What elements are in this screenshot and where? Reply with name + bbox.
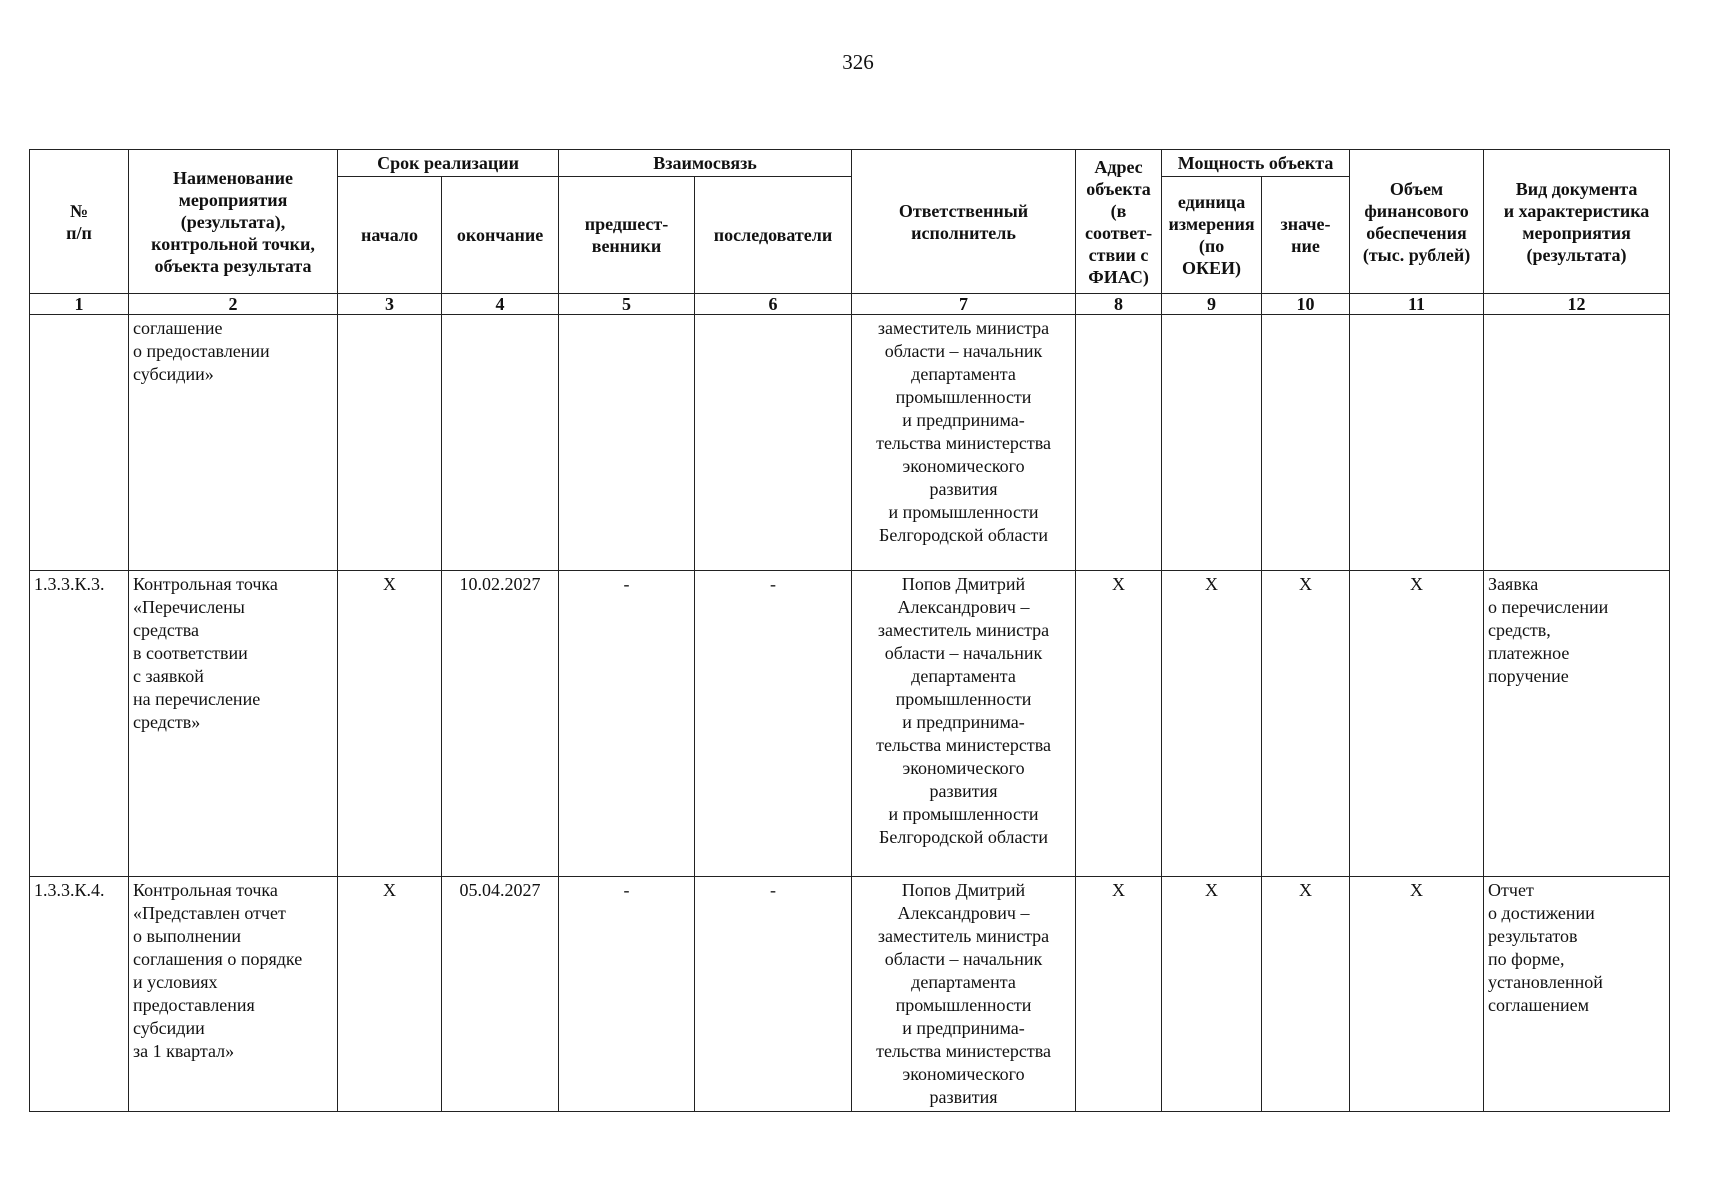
row-executor: заместитель министра области – начальник департамента промышленности и предпринима- тельства министерства экономического развития и промышленности Белгородской области: [852, 315, 1076, 571]
row-start: X: [338, 877, 442, 1112]
header-doc: Вид документа и характеристика мероприятия (результата): [1484, 150, 1670, 294]
row-start: X: [338, 571, 442, 877]
row-unit: X: [1162, 877, 1262, 1112]
row-end: 05.04.2027: [442, 877, 559, 1112]
column-number: 5: [559, 294, 695, 315]
row-doc: Отчет о достижении результатов по форме, установленной соглашением: [1484, 877, 1670, 1112]
header-group-capacity: Мощность объекта: [1162, 150, 1350, 177]
row-doc: [1484, 315, 1670, 571]
row-executor: Попов Дмитрий Александрович – заместитель министра области – начальник департамента промышленности и предпринима- тельства министерства экономического развития и промышленности Белгородской области: [852, 571, 1076, 877]
row-name: Контрольная точка «Представлен отчет о выполнении соглашения о порядке и условиях предоставления субсидии за 1 квартал»: [129, 877, 338, 1112]
column-number: 3: [338, 294, 442, 315]
row-predecessors: [559, 315, 695, 571]
header-num: № п/п: [30, 150, 129, 294]
column-number: 1: [30, 294, 129, 315]
header-predecessors: предшест- венники: [559, 177, 695, 294]
column-number: 2: [129, 294, 338, 315]
header-executor: Ответственный исполнитель: [852, 150, 1076, 294]
header-name: Наименование мероприятия (результата), контрольной точки, объекта результата: [129, 150, 338, 294]
row-finance: X: [1350, 571, 1484, 877]
row-predecessors: -: [559, 571, 695, 877]
row-value: [1262, 315, 1350, 571]
header-address: Адрес объекта (в соответ- ствии с ФИАС): [1076, 150, 1162, 294]
header-group-link: Взаимосвязь: [559, 150, 852, 177]
table-row: [30, 571, 1670, 877]
header-successors: последователи: [695, 177, 852, 294]
row-unit: X: [1162, 571, 1262, 877]
row-finance: X: [1350, 877, 1484, 1112]
row-name: Контрольная точка «Перечислены средства в соответствии с заявкой на перечисление средств»: [129, 571, 338, 877]
row-finance: [1350, 315, 1484, 571]
header-finance: Объем финансового обеспечения (тыс. рублей): [1350, 150, 1484, 294]
row-successors: -: [695, 571, 852, 877]
row-address: [1076, 315, 1162, 571]
row-address: X: [1076, 877, 1162, 1112]
row-end: [442, 315, 559, 571]
header-start: начало: [338, 177, 442, 294]
row-executor: Попов Дмитрий Александрович – заместитель министра области – начальник департамента промышленности и предпринима- тельства министерства экономического развития: [852, 877, 1076, 1112]
row-predecessors: -: [559, 877, 695, 1112]
column-number: 6: [695, 294, 852, 315]
row-num: [30, 315, 129, 571]
column-number: 8: [1076, 294, 1162, 315]
row-unit: [1162, 315, 1262, 571]
page-number: 326: [842, 50, 874, 74]
header-value: значе- ние: [1262, 177, 1350, 294]
table-row: [30, 315, 1670, 571]
row-name: соглашение о предоставлении субсидии»: [129, 315, 338, 571]
plan-table: [29, 149, 1670, 1112]
column-number: 11: [1350, 294, 1484, 315]
column-number: 9: [1162, 294, 1262, 315]
row-start: [338, 315, 442, 571]
row-successors: [695, 315, 852, 571]
header-group-term: Срок реализации: [338, 150, 559, 177]
row-num: 1.3.3.К.3.: [30, 571, 129, 877]
row-address: X: [1076, 571, 1162, 877]
header-unit: единица измерения (по ОКЕИ): [1162, 177, 1262, 294]
table-row: [30, 877, 1670, 1112]
row-num: 1.3.3.К.4.: [30, 877, 129, 1112]
row-successors: -: [695, 877, 852, 1112]
column-number: 4: [442, 294, 559, 315]
row-value: X: [1262, 571, 1350, 877]
header-end: окончание: [442, 177, 559, 294]
column-number: 7: [852, 294, 1076, 315]
column-number: 10: [1262, 294, 1350, 315]
row-value: X: [1262, 877, 1350, 1112]
row-doc: Заявка о перечислении средств, платежное поручение: [1484, 571, 1670, 877]
column-number: 12: [1484, 294, 1670, 315]
row-end: 10.02.2027: [442, 571, 559, 877]
